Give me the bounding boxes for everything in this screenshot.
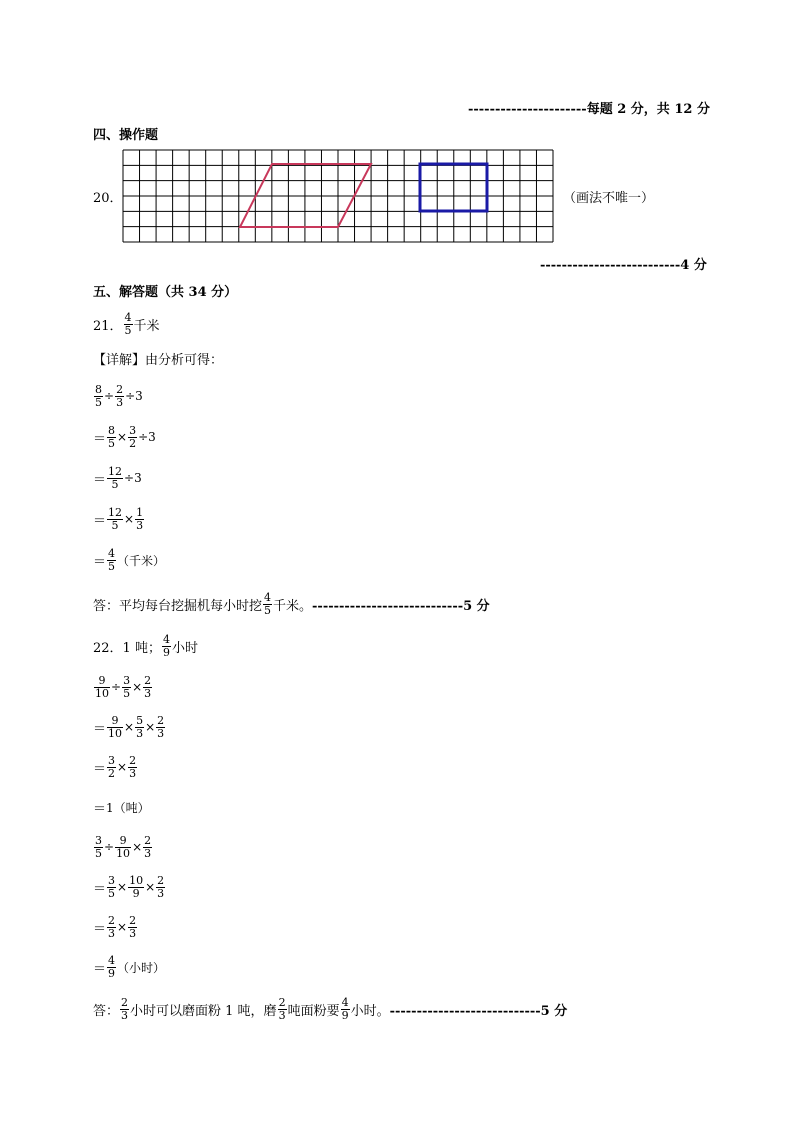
- q20-note: （画法不唯一）: [563, 191, 655, 206]
- denominator: 3: [136, 518, 144, 532]
- operator-text: ×: [145, 880, 156, 894]
- q22-conclusion: [93, 996, 567, 1022]
- calc-step: [93, 506, 145, 532]
- denominator: 5: [108, 559, 116, 573]
- fraction: [122, 675, 131, 700]
- denominator: 3: [144, 686, 152, 700]
- operator-text: ÷: [104, 840, 115, 854]
- fraction: [115, 835, 131, 860]
- denominator: 9: [132, 886, 140, 900]
- numerator: 4: [162, 632, 170, 646]
- calc-step: [93, 834, 153, 860]
- operator-text: ×: [145, 720, 156, 734]
- denominator: 3: [129, 926, 137, 940]
- numerator: 3: [129, 423, 137, 437]
- fraction: [107, 915, 116, 940]
- numerator: 2: [278, 995, 286, 1009]
- fraction: [94, 835, 103, 860]
- operator-text: ×: [117, 760, 128, 774]
- calc-step: [93, 754, 138, 780]
- fraction: [156, 715, 165, 740]
- denominator: 5: [95, 846, 102, 860]
- denominator: 5: [123, 686, 131, 700]
- fraction: [107, 425, 116, 450]
- denominator: 5: [108, 436, 116, 450]
- q20-grid-figure: [122, 149, 554, 243]
- top-score-line: ----------------------每题 2 分，共 12 分: [468, 102, 710, 117]
- numerator: 4: [108, 953, 116, 967]
- numerator: 9: [94, 675, 110, 688]
- fraction: [143, 675, 152, 700]
- fraction: [107, 755, 116, 780]
- numerator: 2: [121, 995, 129, 1009]
- q22-conclusion-fraction-2: [278, 997, 287, 1022]
- fraction: [107, 548, 116, 573]
- denominator: 5: [124, 323, 132, 337]
- operator-text: ×: [117, 430, 128, 444]
- q21-conclusion-text: 答：平均每台挖掘机每小时挖: [93, 598, 263, 614]
- numerator: 10: [129, 873, 144, 887]
- q21-conclusion: [93, 591, 490, 617]
- calc-step: [93, 794, 150, 820]
- numerator: 3: [95, 833, 102, 847]
- denominator: 3: [129, 766, 137, 780]
- denominator: 5: [111, 518, 119, 532]
- q21-label: 21．: [93, 318, 123, 334]
- numerator: 2: [157, 873, 165, 887]
- denominator: 5: [95, 395, 102, 409]
- denominator: 3: [108, 926, 116, 940]
- q22-conclusion-fraction-1: [120, 997, 129, 1022]
- fraction: [107, 875, 116, 900]
- q22-score: ----------------------------5 分: [389, 1003, 568, 1019]
- denominator: 3: [116, 395, 124, 409]
- calc-step: [93, 465, 142, 491]
- calc-step: [93, 547, 165, 573]
- denominator: 10: [108, 726, 123, 740]
- calc-step: [93, 383, 143, 409]
- denominator: 3: [121, 1008, 129, 1022]
- operator-text: 1（吨）: [106, 800, 150, 815]
- operator-text: ×: [117, 880, 128, 894]
- equals-sign: ＝: [93, 801, 107, 817]
- numerator: 3: [123, 673, 131, 687]
- fraction: [128, 755, 137, 780]
- denominator: 3: [144, 846, 152, 860]
- denominator: 10: [116, 846, 131, 860]
- fraction: [115, 384, 124, 409]
- q22-conclusion-text-2: 吨面粉要: [287, 1003, 340, 1019]
- q22-conclusion-prefix: 答：: [93, 1003, 120, 1019]
- numerator: 2: [157, 713, 165, 727]
- denominator: 5: [111, 477, 119, 491]
- operator-text: ×: [124, 512, 135, 526]
- q22-conclusion-text-1: 小时可以磨面粉 1 吨，磨: [130, 1003, 277, 1019]
- denominator: 3: [278, 1008, 286, 1022]
- fraction: [94, 384, 103, 409]
- numerator: 4: [264, 590, 272, 604]
- numerator: 3: [108, 873, 116, 887]
- fraction: [107, 466, 123, 491]
- q21-score: ----------------------------5 分: [312, 598, 490, 614]
- operator-text: ÷3: [138, 430, 156, 444]
- numerator: 2: [129, 753, 137, 767]
- numerator: 12: [108, 505, 123, 519]
- q21-answer-unit: 千米: [133, 318, 160, 334]
- denominator: 3: [136, 726, 144, 740]
- section5-title: 五、解答题（共 34 分）: [93, 285, 238, 300]
- q21-conclusion-unit: 千米。: [273, 598, 313, 614]
- fraction: [94, 675, 110, 700]
- numerator: 5: [136, 713, 144, 727]
- fraction: [143, 835, 152, 860]
- denominator: 10: [95, 686, 109, 700]
- equals-sign: ＝: [93, 554, 107, 570]
- equals-sign: ＝: [93, 881, 107, 897]
- operator-text: ÷: [111, 680, 122, 694]
- q22-label: 22．: [93, 640, 123, 656]
- denominator: 3: [157, 726, 165, 740]
- q21-conclusion-fraction: [263, 592, 272, 617]
- operator-text: （千米）: [117, 553, 166, 568]
- fraction: [156, 875, 165, 900]
- numerator: 12: [108, 464, 123, 478]
- numerator: 2: [144, 833, 152, 847]
- calc-step: [93, 954, 165, 980]
- q20-label: 20．: [93, 191, 123, 206]
- numerator: 2: [108, 913, 116, 927]
- calc-step: [93, 714, 166, 740]
- denominator: 5: [108, 886, 116, 900]
- equals-sign: ＝: [93, 961, 107, 977]
- numerator: 2: [116, 382, 124, 396]
- equals-sign: ＝: [93, 513, 107, 529]
- calc-step: [93, 424, 156, 450]
- numerator: 9: [107, 715, 123, 728]
- numerator: 4: [124, 310, 132, 324]
- numerator: 8: [108, 423, 116, 437]
- equals-sign: ＝: [93, 761, 107, 777]
- operator-text: ÷: [104, 389, 115, 403]
- numerator: 1: [136, 505, 144, 519]
- denominator: 9: [162, 645, 170, 659]
- numerator: 2: [129, 913, 137, 927]
- equals-sign: ＝: [93, 721, 107, 737]
- q20-score: --------------------------4 分: [540, 258, 707, 273]
- q21-answer-line: [93, 311, 160, 337]
- operator-text: （小时）: [117, 960, 166, 975]
- operator-text: ÷3: [124, 471, 142, 485]
- fraction: [128, 875, 144, 900]
- q22-conclusion-unit: 小时。: [350, 1003, 390, 1019]
- denominator: 3: [157, 886, 165, 900]
- q22-answer-a: 1 吨；: [122, 640, 161, 656]
- numerator: 4: [341, 995, 349, 1009]
- q21-answer-fraction: [124, 312, 133, 337]
- operator-text: ×: [132, 840, 143, 854]
- q21-detail: 【详解】由分析可得：: [93, 353, 224, 368]
- q22-answer-fraction: [162, 634, 171, 659]
- denominator: 2: [129, 436, 137, 450]
- fraction: [107, 715, 123, 740]
- fraction: [107, 955, 116, 980]
- denominator: 5: [264, 603, 272, 617]
- fraction: [128, 915, 137, 940]
- equals-sign: ＝: [93, 921, 107, 937]
- fraction: [128, 425, 137, 450]
- operator-text: ÷3: [125, 389, 143, 403]
- q22-conclusion-fraction-3: [341, 997, 350, 1022]
- q22-answer-unit: 小时: [171, 640, 198, 656]
- equals-sign: ＝: [93, 472, 107, 488]
- operator-text: ×: [132, 680, 143, 694]
- numerator: 8: [95, 382, 102, 396]
- q22-answer-line: [93, 633, 198, 659]
- denominator: 2: [108, 766, 116, 780]
- fraction: [135, 715, 144, 740]
- calc-step: [93, 874, 166, 900]
- fraction: [107, 507, 123, 532]
- numerator: 4: [108, 546, 116, 560]
- calc-step: [93, 914, 138, 940]
- operator-text: ×: [124, 720, 135, 734]
- denominator: 9: [341, 1008, 349, 1022]
- operator-text: ×: [117, 920, 128, 934]
- denominator: 9: [108, 966, 116, 980]
- numerator: 2: [144, 673, 152, 687]
- fraction: [135, 507, 144, 532]
- numerator: 9: [115, 835, 131, 848]
- calc-step: [93, 674, 153, 700]
- numerator: 3: [108, 753, 116, 767]
- section4-title: 四、操作题: [93, 128, 159, 143]
- equals-sign: ＝: [93, 431, 107, 447]
